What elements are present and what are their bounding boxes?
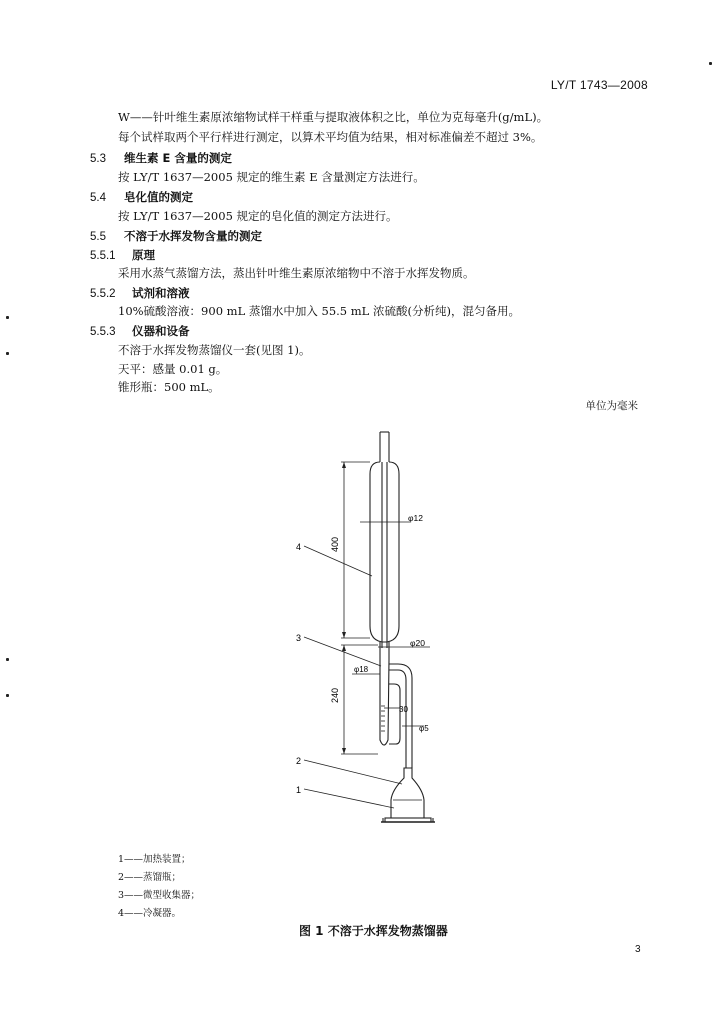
section-number: 5.5.2 bbox=[90, 288, 116, 300]
unit-note: 单位为毫米 bbox=[585, 400, 638, 412]
dim-240-lines bbox=[341, 645, 378, 754]
dim-30-label: 30 bbox=[399, 705, 408, 714]
callout-3: 3 bbox=[296, 633, 302, 643]
parallel-note: 每个试样取两个平行样进行测定，以算术平均值为结果，相对标准偏差不超过 3%。 bbox=[118, 130, 543, 144]
callout-2: 2 bbox=[296, 756, 302, 766]
section-5-4-text: 按 LY/T 1637—2005 规定的皂化值的测定方法进行。 bbox=[118, 209, 398, 223]
section-number: 5.4 bbox=[90, 192, 106, 204]
instrument-line-1: 不溶于水挥发物蒸馏仪一套(见图 1)。 bbox=[118, 343, 311, 357]
legend-item-4: 4——冷凝器。 bbox=[118, 908, 182, 919]
w-definition: W——针叶维生素原浓缩物试样干样重与提取液体积之比，单位为克每毫升(g/mL)。 bbox=[118, 110, 549, 124]
distillation-flask bbox=[391, 768, 424, 818]
dim-20-label: φ20 bbox=[410, 638, 425, 648]
legend-item-2: 2——蒸馏瓶； bbox=[118, 872, 182, 883]
dim-240-label: 240 bbox=[330, 687, 340, 703]
micro-collector bbox=[380, 660, 389, 745]
section-title: 原理 bbox=[132, 248, 155, 262]
section-title: 试剂和溶液 bbox=[132, 286, 190, 300]
dim-12-label: φ12 bbox=[408, 513, 423, 523]
page-number: 3 bbox=[635, 944, 641, 955]
condenser-jacket bbox=[370, 462, 399, 642]
dim-400-label: 400 bbox=[330, 536, 340, 552]
dim-18-label: φ18 bbox=[354, 665, 369, 674]
return-tube bbox=[389, 684, 400, 744]
section-title: 不溶于水挥发物含量的测定 bbox=[124, 229, 262, 243]
instrument-line-3: 锥形瓶：500 mL。 bbox=[118, 380, 220, 394]
connecting-neck bbox=[380, 642, 389, 660]
section-title: 维生素 E 含量的测定 bbox=[124, 151, 232, 165]
section-title: 仪器和设备 bbox=[132, 324, 190, 338]
dim-5-label: φ5 bbox=[419, 724, 429, 733]
heating-device bbox=[381, 818, 435, 822]
section-title: 皂化值的测定 bbox=[124, 190, 193, 204]
section-5-3-text: 按 LY/T 1637—2005 规定的维生素 E 含量测定方法进行。 bbox=[118, 170, 425, 184]
section-number: 5.5.3 bbox=[90, 326, 116, 338]
legend-item-1: 1——加热装置； bbox=[118, 854, 191, 865]
collector-scale bbox=[381, 706, 385, 731]
section-number: 5.5.1 bbox=[90, 250, 116, 262]
condenser-inner-tube bbox=[382, 462, 387, 648]
standard-number: LY/T 1743—2008 bbox=[550, 78, 648, 92]
section-5-5-1-text: 采用水蒸气蒸馏方法，蒸出针叶维生素原浓缩物中不溶于水挥发物质。 bbox=[118, 266, 475, 280]
legend-item-3: 3——微型收集器； bbox=[118, 890, 201, 901]
dim-400-lines bbox=[341, 462, 370, 638]
section-number: 5.3 bbox=[90, 153, 106, 165]
section-5-5-2-text: 10%硫酸溶液：900 mL 蒸馏水中加入 55.5 mL 浓硫酸(分析纯)，混匀备用。 bbox=[118, 304, 520, 318]
section-number: 5.5 bbox=[90, 231, 106, 243]
callout-1: 1 bbox=[296, 785, 302, 795]
instrument-line-2: 天平：感量 0.01 g。 bbox=[118, 362, 228, 376]
figure-caption: 图 1 不溶于水挥发物蒸馏器 bbox=[299, 924, 448, 938]
callout-4: 4 bbox=[296, 542, 302, 552]
condenser-top-tube bbox=[380, 432, 389, 462]
